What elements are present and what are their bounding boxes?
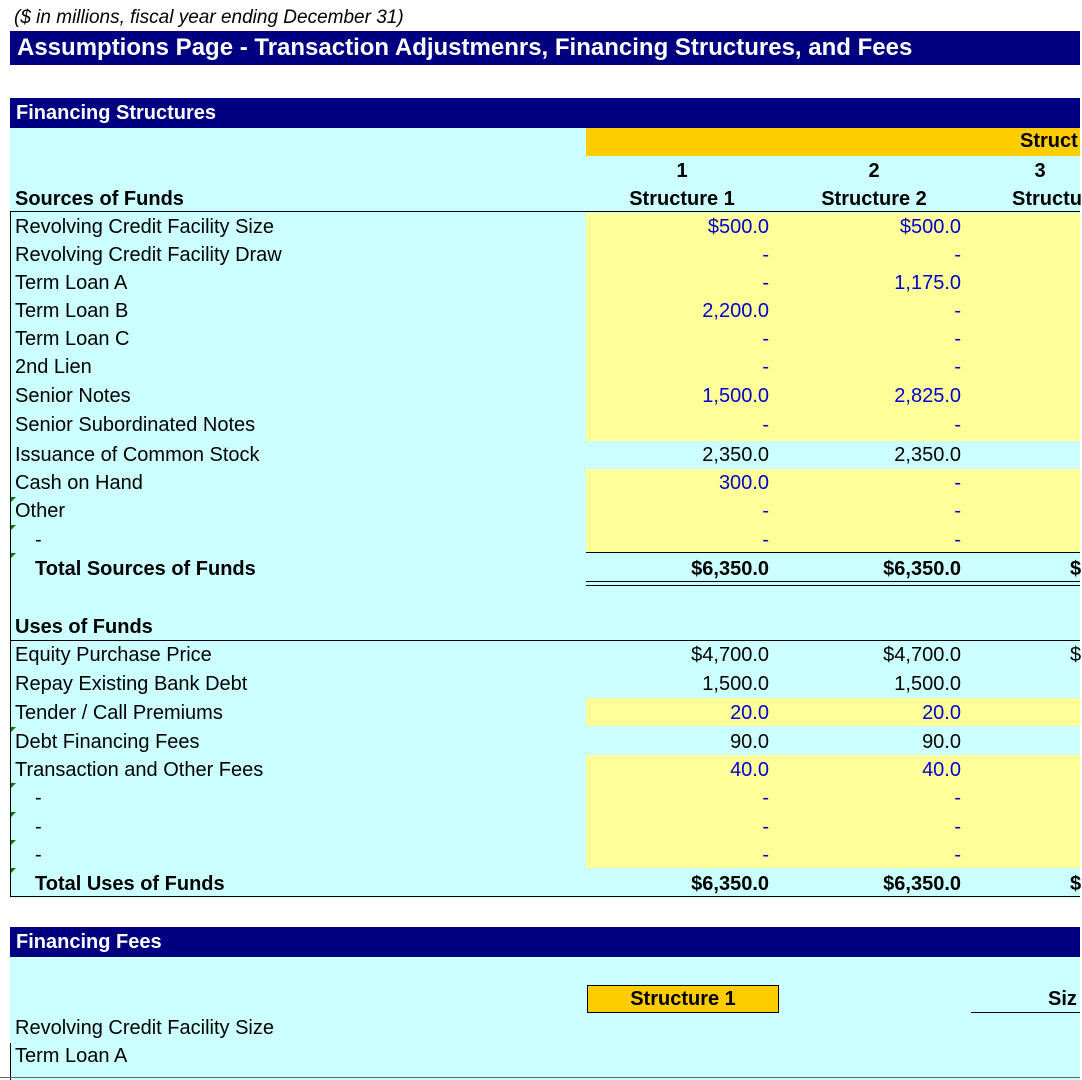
cell-value[interactable]: -: [954, 356, 961, 378]
input-area-sources-top: [586, 213, 1080, 441]
column-number-1: 1: [676, 160, 688, 182]
column-name-2: Structure 2: [821, 188, 927, 210]
column-name-3: Structu: [1012, 188, 1082, 210]
cell-value[interactable]: 1,500.0: [702, 385, 769, 407]
total-sources-value-1[interactable]: $6,350.0: [691, 558, 769, 580]
cell-value[interactable]: 1,175.0: [894, 272, 961, 294]
input-area-uses-bottom: [586, 755, 1080, 868]
total-uses-bottom-rule: [10, 896, 1080, 897]
cell-value[interactable]: 1,500.0: [894, 673, 961, 695]
row-label: -: [35, 844, 42, 866]
fee-row-label: Revolving Credit Facility Size: [15, 1017, 274, 1039]
structures-group-label: Struct: [1020, 130, 1078, 152]
cell-value[interactable]: $500.0: [899, 216, 961, 238]
column-name-1: Structure 1: [629, 188, 735, 210]
structures-column-band: [586, 128, 1080, 156]
row-label: Issuance of Common Stock: [15, 444, 260, 466]
total-uses-value-1[interactable]: $6,350.0: [691, 873, 769, 895]
size-header-rule: [971, 1012, 1080, 1013]
cell-value[interactable]: $500.0: [707, 216, 769, 238]
cell-value[interactable]: -: [954, 529, 961, 551]
sources-header-rule: [10, 211, 1080, 212]
row-label: Senior Notes: [15, 385, 131, 407]
cell-value[interactable]: -: [762, 356, 769, 378]
page-title: Assumptions Page - Transaction Adjustmenrs, Financing Structures, and Fees: [10, 31, 1080, 65]
total-sources-value-3[interactable]: $: [1070, 558, 1082, 580]
cell-value[interactable]: 90.0: [922, 731, 961, 753]
cell-value[interactable]: -: [762, 272, 769, 294]
row-label: Repay Existing Bank Debt: [15, 673, 248, 695]
cell-value[interactable]: 2,350.0: [702, 444, 769, 466]
cell-value[interactable]: -: [954, 787, 961, 809]
cell-value[interactable]: -: [954, 244, 961, 266]
cell-value[interactable]: 1,500.0: [702, 673, 769, 695]
units-note: ($ in millions, fiscal year ending December 31): [14, 7, 404, 28]
cell-value[interactable]: 20.0: [922, 702, 961, 724]
cell-value[interactable]: $: [1070, 644, 1082, 666]
cell-value[interactable]: -: [762, 529, 769, 551]
row-label: Senior Subordinated Notes: [15, 414, 256, 436]
cell-value[interactable]: 90.0: [730, 731, 769, 753]
cell-value[interactable]: -: [954, 328, 961, 350]
page-bottom-edge: [0, 1077, 1080, 1078]
structure-selector[interactable]: Structure 1: [587, 985, 779, 1013]
cell-value[interactable]: -: [954, 844, 961, 866]
cell-value[interactable]: 40.0: [730, 759, 769, 781]
total-sources-top-rule: [586, 552, 1080, 553]
row-label: Revolving Credit Facility Draw: [15, 244, 282, 266]
cell-value[interactable]: 2,200.0: [702, 300, 769, 322]
row-label: 2nd Lien: [15, 356, 92, 378]
fees-left-border: [10, 1043, 11, 1080]
cell-value[interactable]: -: [954, 472, 961, 494]
financing-fees-header: Financing Fees: [10, 927, 1080, 957]
table-left-border: [10, 211, 11, 897]
row-label: -: [35, 529, 42, 551]
cell-value[interactable]: -: [954, 816, 961, 838]
row-label: -: [35, 816, 42, 838]
row-label: Other: [15, 500, 66, 522]
cell-value[interactable]: -: [762, 787, 769, 809]
cell-value[interactable]: -: [954, 300, 961, 322]
cell-value[interactable]: $4,700.0: [883, 644, 961, 666]
total-sources-double-rule: [586, 581, 1080, 586]
uses-heading: Uses of Funds: [15, 616, 153, 638]
column-number-3: 3: [1034, 160, 1046, 182]
financing-structures-header: Financing Structures: [10, 98, 1080, 128]
column-number-2: 2: [868, 160, 880, 182]
cell-value[interactable]: -: [762, 844, 769, 866]
cell-value[interactable]: -: [762, 328, 769, 350]
row-label: Debt Financing Fees: [15, 731, 200, 753]
row-label: Tender / Call Premiums: [15, 702, 223, 724]
input-area-sources-bottom: [586, 469, 1080, 553]
input-area-tender: [586, 698, 1080, 726]
cell-value[interactable]: -: [954, 500, 961, 522]
total-sources-value-2[interactable]: $6,350.0: [883, 558, 961, 580]
total-uses-value-3[interactable]: $: [1070, 873, 1082, 895]
row-label: Term Loan B: [15, 300, 129, 322]
cell-value[interactable]: 2,350.0: [894, 444, 961, 466]
cell-value[interactable]: -: [762, 816, 769, 838]
total-uses-label: Total Uses of Funds: [35, 873, 225, 895]
row-label: Revolving Credit Facility Size: [15, 216, 274, 238]
row-label: Term Loan C: [15, 328, 130, 350]
cell-value[interactable]: 20.0: [730, 702, 769, 724]
cell-value[interactable]: 2,825.0: [894, 385, 961, 407]
fee-row-label: Term Loan A: [15, 1045, 128, 1067]
cell-value[interactable]: 40.0: [922, 759, 961, 781]
row-label: Transaction and Other Fees: [15, 759, 264, 781]
cell-value[interactable]: -: [762, 414, 769, 436]
cell-value[interactable]: 300.0: [718, 472, 769, 494]
cell-value[interactable]: -: [762, 244, 769, 266]
row-label: Equity Purchase Price: [15, 644, 212, 666]
sources-heading: Sources of Funds: [15, 188, 184, 210]
row-label: Cash on Hand: [15, 472, 143, 494]
row-label: Term Loan A: [15, 272, 128, 294]
cell-value[interactable]: $4,700.0: [691, 644, 769, 666]
row-label: -: [35, 787, 42, 809]
cell-value[interactable]: -: [954, 414, 961, 436]
cell-value[interactable]: -: [762, 500, 769, 522]
size-column-header: Siz: [1048, 988, 1077, 1010]
total-uses-value-2[interactable]: $6,350.0: [883, 873, 961, 895]
total-sources-label: Total Sources of Funds: [35, 558, 256, 580]
